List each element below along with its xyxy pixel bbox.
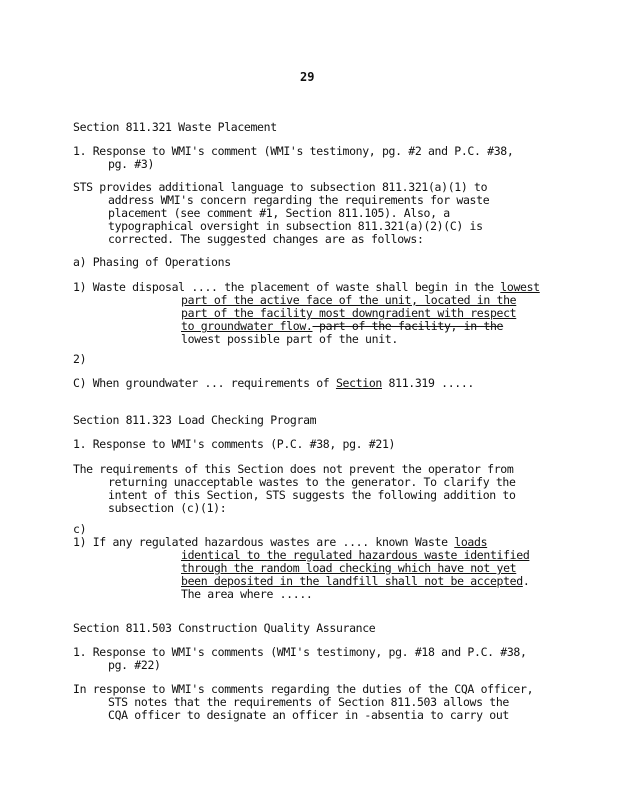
response-line: pg. #22) <box>108 658 161 672</box>
inserted-text-line: part of the facility most downgradient with respect <box>181 306 517 320</box>
rule-item-label: c) <box>73 522 87 536</box>
section-heading-811-321: Section 811.321 Waste Placement <box>73 120 277 134</box>
inserted-text: lowest <box>500 280 540 294</box>
section-heading-811-503: Section 811.503 Construction Quality Assurance <box>73 621 376 635</box>
inserted-text-line: identical to the regulated hazardous waste identified <box>181 548 530 562</box>
paragraph-line: subsection (c)(1): <box>108 501 227 515</box>
paragraph-line: corrected. The suggested changes are as follows: <box>108 232 424 246</box>
paragraph-line: intent of this Section, STS suggests the following addition to <box>108 488 516 502</box>
rule-text: 811.319 ..... <box>381 376 474 390</box>
rule-text: . <box>522 574 530 588</box>
section-heading-811-323: Section 811.323 Load Checking Program <box>73 413 317 427</box>
response-line: 1. Response to WMI's comment (WMI's testimony, pg. #2 and P.C. #38, <box>73 144 514 158</box>
deleted-text: part of the facility, in the <box>312 319 504 333</box>
response-line: 1. Response to WMI's comments (P.C. #38, pg. #21) <box>73 437 396 451</box>
rule-text: 1) Waste disposal .... the placement of waste shall begin in the <box>73 280 501 294</box>
paragraph-line: typographical oversight in subsection 811.321(a)(2)(C) is <box>108 219 483 233</box>
subsection-heading: a) Phasing of Operations <box>73 255 231 269</box>
inserted-text: to groundwater flow. <box>181 319 313 333</box>
paragraph-line: returning unacceptable wastes to the generator. To clarify the <box>108 475 516 489</box>
inserted-text-line: part of the active face of the unit, located in the <box>181 293 517 307</box>
paragraph-line: STS notes that the requirements of Section 811.503 allows the <box>108 695 509 709</box>
inserted-text: Section <box>335 376 382 390</box>
paragraph-line: placement (see comment #1, Section 811.105). Also, a <box>108 206 450 220</box>
rule-text: 1) If any regulated hazardous wastes are .... known Waste <box>73 535 455 549</box>
rule-text-line <box>73 377 474 390</box>
inserted-text: loads <box>454 535 488 549</box>
paragraph-line: In response to WMI's comments regarding the duties of the CQA officer, <box>73 682 534 696</box>
inserted-text-line: through the random load checking which have not yet <box>181 561 517 575</box>
page-number: 29 <box>300 70 315 84</box>
rule-text-line: The area where ..... <box>181 587 313 601</box>
rule-text: C) When groundwater ... requirements of <box>73 376 336 390</box>
rule-text-line: lowest possible part of the unit. <box>181 332 398 346</box>
paragraph-line: address WMI's concern regarding the requirements for waste <box>108 193 490 207</box>
paragraph-line: STS provides additional language to subsection 811.321(a)(1) to <box>73 180 488 194</box>
rule-item-label: 2) <box>73 352 87 366</box>
paragraph-line: The requirements of this Section does not prevent the operator from <box>73 462 514 476</box>
inserted-text: been deposited in the landfill shall not be accepted <box>181 574 523 588</box>
paragraph-line: CQA officer to designate an officer in -absentia to carry out <box>108 708 509 722</box>
response-line: pg. #3) <box>108 157 155 171</box>
response-line: 1. Response to WMI's comments (WMI's testimony, pg. #18 and P.C. #38, <box>73 645 527 659</box>
